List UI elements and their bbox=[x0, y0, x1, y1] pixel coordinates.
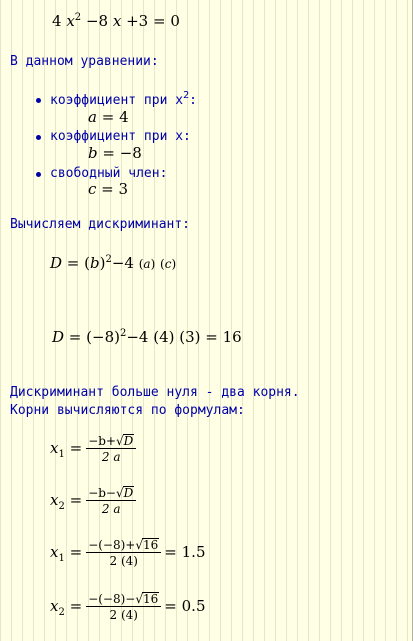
x2-formula: $x_2$ = $\frac{-b-√D}{2 a}$ bbox=[50, 486, 136, 515]
x1-value: $x_1$ = $\frac{-(-8)+√16}{2 (4)}$ = 1.5 bbox=[50, 538, 206, 568]
eq-b: 8 bbox=[98, 12, 109, 30]
eq-a: 4 bbox=[52, 12, 62, 30]
x2-value-fraction: $\frac{-(-8)-√16}{2 (4)}$ bbox=[86, 592, 161, 621]
x1-result: 1.5 bbox=[181, 543, 206, 561]
eq-x2: x bbox=[112, 12, 122, 30]
roots-text-line2: Корни вычисляются по формулам: bbox=[10, 403, 245, 418]
eq-power: 2 bbox=[74, 12, 82, 23]
coef-a-label: коэффициент при $x^2$: bbox=[50, 90, 197, 108]
discriminant-value: $D = (-8)^2-4$ (4) (3) = 16 bbox=[52, 328, 242, 346]
coef-b-label: коэффициент при x: bbox=[50, 129, 191, 144]
bullet-icon bbox=[36, 98, 41, 103]
coef-c-value: c = 3 bbox=[88, 180, 129, 198]
x2-value: $x_2$ = $\frac{-(-8)-√16}{2 (4)}$ = 0.5 bbox=[50, 592, 206, 622]
coef-c-label: свободный член: bbox=[50, 166, 168, 181]
x2-result: 0.5 bbox=[181, 597, 206, 615]
eq-x: x bbox=[66, 12, 75, 30]
quadratic-equation: 4 $x^2 -8$ x +3 = 0 bbox=[52, 12, 180, 30]
discriminant-formula: $D = (b)^2-4$ (a) (c) bbox=[50, 254, 177, 272]
coef-a-value: a = 4 bbox=[88, 108, 129, 126]
x1-formula-fraction: $\frac{-b+√D}{2 a}$ bbox=[86, 434, 136, 463]
bullet-icon bbox=[36, 135, 41, 140]
x1-value-fraction: $\frac{-(-8)+√16}{2 (4)}$ bbox=[86, 538, 161, 567]
eq-rhs: 0 bbox=[170, 12, 180, 30]
x1-formula: $x_1$ = $\frac{-b+√D}{2 a}$ bbox=[50, 434, 136, 463]
bullet-icon bbox=[36, 172, 41, 177]
intro-text: В данном уравнении: bbox=[10, 54, 159, 69]
x2-formula-fraction: $\frac{-b-√D}{2 a}$ bbox=[86, 486, 136, 515]
coef-b-value: b = −8 bbox=[88, 144, 142, 162]
discriminant-heading: Вычисляем дискриминант: bbox=[10, 217, 191, 232]
eq-c: 3 bbox=[138, 12, 149, 30]
roots-text-line1: Дискриминант больше нуля - два корня. bbox=[10, 385, 300, 400]
